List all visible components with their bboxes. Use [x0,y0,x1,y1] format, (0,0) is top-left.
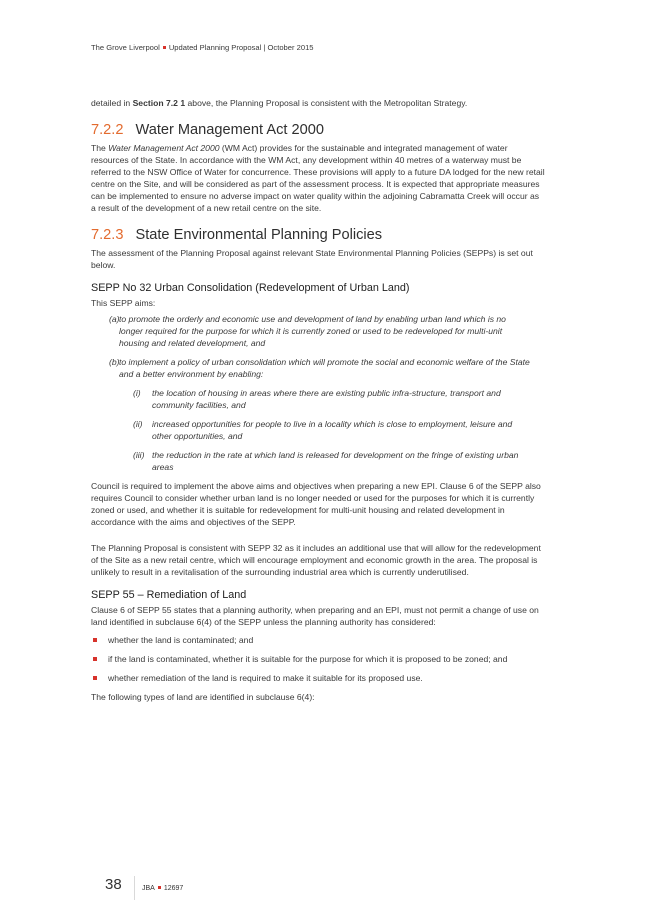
footer-ref: 12697 [163,885,184,892]
header-separator-dot [163,46,166,49]
header-date: October 2015 [267,43,314,52]
section-heading-sepp [91,226,546,244]
header-doc-name: The Grove Liverpool [91,43,160,52]
list-subitem: (i) the location of housing in areas where there are existing public infra-structure, transport and community facilities, and [133,388,501,410]
bullet-marker [93,657,97,661]
sepp-32-aims-lead: This SEPP aims: [91,298,156,308]
section-title: State Environmental Planning Policies [135,227,383,243]
running-header [91,43,314,52]
sepp-intro-paragraph: The assessment of the Planning Proposal against relevant State Environmental Planning Policies (SEPPs) is set out below. [91,248,533,270]
bullet-marker [93,676,97,680]
section-heading-water-management [91,121,546,139]
subheading-sepp-32: SEPP No 32 Urban Consolidation (Redevelopment of Urban Land) [91,282,410,294]
header-pipe: | [263,43,266,52]
section-reference: Section 7.2 1 [132,98,186,108]
subheading-sepp-55: SEPP 55 – Remediation of Land [91,589,247,601]
footer-separator-dot [158,886,161,889]
sepp-32-paragraph-council: Council is required to implement the above aims and objectives when preparing a new EPI. Clause 6 of the SEPP also requires Council to consider whether urban land is no longer needed or used for the purposes for which it is currently zoned or used, and whether it is suitable for redevelopment for multi-unit housing and related development in accordance with the aims and objectives of the SEPP. [91,481,541,527]
sepp-55-closing: The following types of land are identified in subclause 6(4): [91,692,315,702]
page-number: 38 [105,876,122,893]
bullet-marker [93,638,97,642]
section-title: Water Management Act 2000 [135,122,324,138]
sepp-55-intro: Clause 6 of SEPP 55 states that a planning authority, when preparing and an EPI, must not permit a change of use on land identified in subclause 6(4) of the SEPP unless the planning authority has considered: [91,605,539,627]
list-subitem: (iii) the reduction in the rate at which land is released for development on the fringe of existing urban areas [133,450,519,472]
footer-org [142,885,183,892]
water-management-paragraph: The Water Management Act 2000 (WM Act) provides for the sustainable and integrated management of water resources of the State. In accordance with the WM Act, any development within 40 metres of a waterway must be referred to the NSW Office of Water for concurrence. These provisions will apply to a future DA lodged for the new retail centre on the Site, and will be considered as part of the assessment process. It is expected that appropriate measures can be implemented to ensure no adverse impact on water quality within the adjoining Cabramatta Creek will occur as a result of the development of a new retail centre on the site. [91,143,545,213]
list-item: (b) to implement a policy of urban consolidation which will promote the social and economic welfare of the State and a better environment by enabling: [109,357,530,379]
footer-divider [134,876,135,900]
sepp-32-aims-list [91,313,546,473]
page-body [91,97,546,703]
sepp-55-bullet-list [91,634,546,684]
intro-paragraph: detailed in Section 7.2 1 above, the Planning Proposal is consistent with the Metropolitan Strategy. [91,98,468,108]
section-number: 7.2.2 [91,122,124,138]
list-item: whether the land is contaminated; and [91,634,546,646]
header-doc-title: Updated Planning Proposal [168,43,262,52]
section-number: 7.2.3 [91,227,124,243]
list-item: whether remediation of the land is required to make it suitable for its proposed use. [91,672,546,684]
act-name: Water Management Act 2000 [108,143,220,153]
list-item: if the land is contaminated, whether it is suitable for the purpose for which it is proposed to be zoned; and [91,653,546,665]
footer-org-name: JBA [142,885,155,892]
list-item: (a) to promote the orderly and economic use and development of land by enabling urban land which is no longer required for the purpose for which it is currently zoned or used to be redeveloped for multi-unit housing and related development, and [109,314,506,348]
list-subitem: (ii) increased opportunities for people to live in a locality which is close to employment, leisure and other opportunities, and [133,419,513,441]
sepp-32-paragraph-consistency: The Planning Proposal is consistent with SEPP 32 as it includes an additional use that will allow for the redevelopment of the Site as a new retail centre, which will encourage employment and economic growth in the area. The proposal is unlikely to result in a revitalisation of the surrounding industrial area which is currently underutilised. [91,543,541,577]
